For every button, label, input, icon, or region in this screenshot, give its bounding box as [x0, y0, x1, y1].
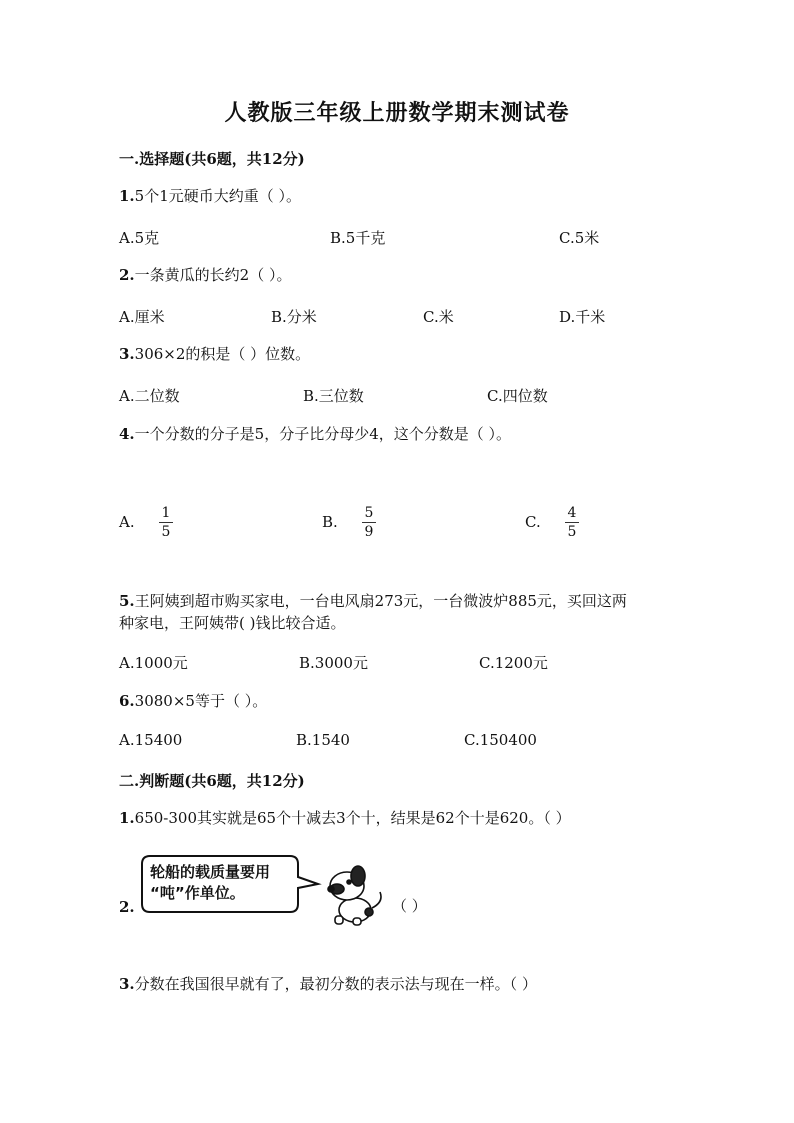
numerator: 4	[567, 505, 577, 521]
judgement-question-2-number	[119, 896, 135, 918]
option-a[interactable]: A.	[119, 513, 135, 531]
option-c[interactable]: C.米	[423, 308, 454, 326]
dog-icon	[328, 866, 381, 925]
option-c[interactable]: C.1200元	[479, 654, 548, 672]
question-4	[119, 423, 511, 445]
numerator: 5	[364, 505, 374, 521]
option-a[interactable]: A.二位数	[119, 387, 180, 405]
question-text: 分数在我国很早就有了，最初分数的表示法与现在一样。（ ）	[134, 975, 537, 993]
option-a[interactable]: A.1000元	[119, 654, 188, 672]
question-number: 5.	[119, 592, 135, 610]
bubble-line-2: “吨”作单位。	[150, 884, 245, 902]
option-c[interactable]: C.	[525, 513, 541, 531]
option-b[interactable]: B.	[322, 513, 338, 531]
question-6	[119, 690, 267, 712]
option-a[interactable]: A.15400	[119, 731, 183, 749]
fraction-bar	[159, 522, 173, 523]
question-number: 4.	[119, 425, 135, 443]
fraction-a	[156, 505, 176, 540]
option-b[interactable]: B.三位数	[303, 387, 364, 405]
answer-blank[interactable]: （ ）	[392, 897, 427, 915]
option-b[interactable]: B.分米	[271, 308, 317, 326]
question-number: 2.	[119, 266, 135, 284]
question-text: 5个1元硬币大约重（ ）。	[134, 187, 302, 205]
option-a[interactable]: A.5克	[119, 229, 160, 247]
bubble-line-1: 轮船的载质量要用	[150, 863, 271, 881]
question-text: 650-300其实就是65个十减去3个十，结果是62个十是620。（ ）	[134, 809, 571, 827]
numerator: 1	[161, 505, 171, 521]
question-text: 3080×5等于（ ）。	[134, 692, 268, 710]
fraction-bar	[362, 522, 376, 523]
question-number: 6.	[119, 692, 135, 710]
fraction-c	[562, 505, 582, 540]
denominator: 5	[567, 524, 577, 540]
section-heading-choice: 一.选择题(共6题，共12分)	[119, 150, 305, 168]
question-1	[119, 185, 301, 207]
fraction-b	[359, 505, 379, 540]
speech-bubble-text	[150, 862, 270, 904]
option-c[interactable]: C.四位数	[487, 387, 548, 405]
question-text: 306×2的积是（ ）位数。	[134, 345, 311, 363]
fraction-bar	[565, 522, 579, 523]
question-text-continued: 种家电，王阿姨带( )钱比较合适。	[119, 614, 346, 632]
option-b[interactable]: B.3000元	[299, 654, 368, 672]
question-number: 3.	[119, 975, 135, 993]
option-b[interactable]: B.5千克	[330, 229, 386, 247]
denominator: 5	[161, 524, 171, 540]
option-c[interactable]: C.5米	[559, 229, 600, 247]
question-number: 1.	[119, 809, 135, 827]
option-d[interactable]: D.千米	[559, 308, 606, 326]
judgement-question-3	[119, 973, 537, 995]
section-heading-judgement: 二.判断题(共6题，共12分)	[119, 772, 305, 790]
question-text: 一条黄瓜的长约2（ ）。	[134, 266, 292, 284]
page-title: 人教版三年级上册数学期末测试卷	[224, 100, 570, 126]
option-b[interactable]: B.1540	[296, 731, 350, 749]
question-5	[119, 590, 627, 634]
option-c[interactable]: C.150400	[464, 731, 537, 749]
question-text: 王阿姨到超市购买家电，一台电风扇273元，一台微波炉885元，买回这两	[134, 592, 627, 610]
question-number: 1.	[119, 187, 135, 205]
question-number: 3.	[119, 345, 135, 363]
question-3	[119, 343, 310, 365]
judgement-question-1	[119, 807, 571, 829]
option-a[interactable]: A.厘米	[119, 308, 165, 326]
question-2	[119, 264, 292, 286]
question-text: 一个分数的分子是5，分子比分母少4，这个分数是（ ）。	[134, 425, 512, 443]
denominator: 9	[364, 524, 374, 540]
question-number: 2.	[119, 898, 135, 916]
